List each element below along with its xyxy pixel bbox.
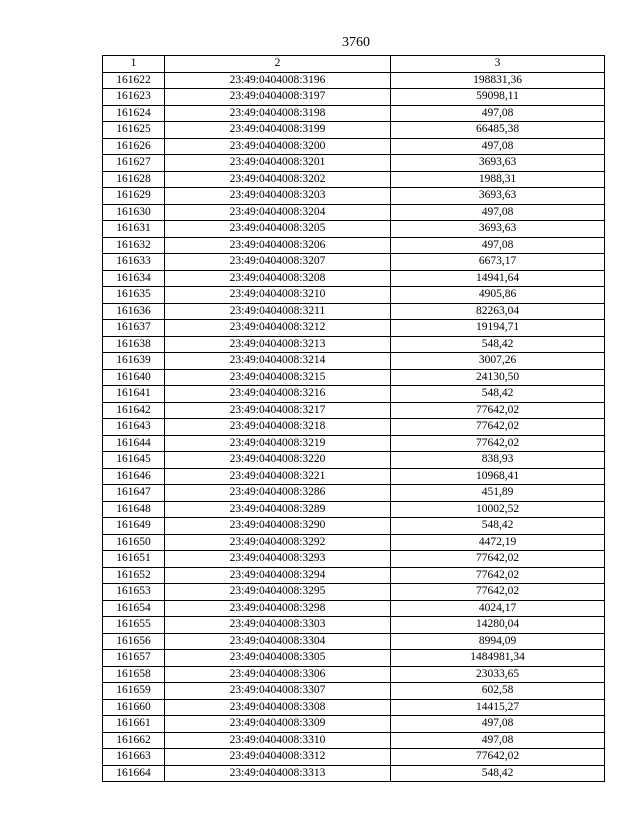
- cadastral-number-cell: 23:49:0404008:3206: [165, 237, 391, 254]
- table-row: [103, 468, 605, 485]
- table-row: [103, 518, 605, 535]
- table-row: [103, 650, 605, 667]
- row-number-cell: 161640: [103, 369, 165, 386]
- row-number-cell: 161623: [103, 89, 165, 106]
- value-cell: 10968,41: [391, 468, 605, 485]
- table-row: [103, 89, 605, 106]
- table-row: [103, 303, 605, 320]
- cadastral-number-cell: 23:49:0404008:3221: [165, 468, 391, 485]
- table-row: [103, 320, 605, 337]
- cadastral-number-cell: 23:49:0404008:3218: [165, 419, 391, 436]
- cadastral-number-cell: 23:49:0404008:3208: [165, 270, 391, 287]
- row-number-cell: 161625: [103, 122, 165, 139]
- value-cell: 602,58: [391, 683, 605, 700]
- table-row: [103, 567, 605, 584]
- value-cell: 14941,64: [391, 270, 605, 287]
- table-row: [103, 237, 605, 254]
- value-cell: 497,08: [391, 138, 605, 155]
- cadastral-number-cell: 23:49:0404008:3308: [165, 699, 391, 716]
- table-header-row: [103, 56, 605, 73]
- table-row: [103, 699, 605, 716]
- column-header: 1: [103, 56, 165, 73]
- table-row: [103, 584, 605, 601]
- value-cell: 548,42: [391, 765, 605, 782]
- table-row: [103, 716, 605, 733]
- table-row: [103, 617, 605, 634]
- cadastral-number-cell: 23:49:0404008:3294: [165, 567, 391, 584]
- table-row: [103, 72, 605, 89]
- cadastral-number-cell: 23:49:0404008:3298: [165, 600, 391, 617]
- row-number-cell: 161644: [103, 435, 165, 452]
- row-number-cell: 161634: [103, 270, 165, 287]
- row-number-cell: 161642: [103, 402, 165, 419]
- row-number-cell: 161652: [103, 567, 165, 584]
- table-row: [103, 369, 605, 386]
- row-number-cell: 161656: [103, 633, 165, 650]
- row-number-cell: 161664: [103, 765, 165, 782]
- row-number-cell: 161635: [103, 287, 165, 304]
- value-cell: 6673,17: [391, 254, 605, 271]
- row-number-cell: 161627: [103, 155, 165, 172]
- value-cell: 548,42: [391, 336, 605, 353]
- table-row: [103, 336, 605, 353]
- data-table: [102, 55, 605, 782]
- value-cell: 77642,02: [391, 584, 605, 601]
- row-number-cell: 161657: [103, 650, 165, 667]
- table-row: [103, 155, 605, 172]
- column-header: 2: [165, 56, 391, 73]
- cadastral-number-cell: 23:49:0404008:3197: [165, 89, 391, 106]
- value-cell: 8994,09: [391, 633, 605, 650]
- value-cell: 1484981,34: [391, 650, 605, 667]
- value-cell: 497,08: [391, 237, 605, 254]
- row-number-cell: 161641: [103, 386, 165, 403]
- cadastral-number-cell: 23:49:0404008:3292: [165, 534, 391, 551]
- row-number-cell: 161628: [103, 171, 165, 188]
- value-cell: 19194,71: [391, 320, 605, 337]
- table-row: [103, 221, 605, 238]
- value-cell: 3693,63: [391, 221, 605, 238]
- cadastral-number-cell: 23:49:0404008:3217: [165, 402, 391, 419]
- table-row: [103, 204, 605, 221]
- table-row: [103, 501, 605, 518]
- cadastral-number-cell: 23:49:0404008:3210: [165, 287, 391, 304]
- row-number-cell: 161624: [103, 105, 165, 122]
- cadastral-number-cell: 23:49:0404008:3305: [165, 650, 391, 667]
- row-number-cell: 161661: [103, 716, 165, 733]
- value-cell: 82263,04: [391, 303, 605, 320]
- cadastral-number-cell: 23:49:0404008:3203: [165, 188, 391, 205]
- table-row: [103, 287, 605, 304]
- value-cell: 77642,02: [391, 551, 605, 568]
- cadastral-number-cell: 23:49:0404008:3215: [165, 369, 391, 386]
- table-row: [103, 749, 605, 766]
- row-number-cell: 161653: [103, 584, 165, 601]
- table-row: [103, 188, 605, 205]
- page-number: 3760: [342, 35, 370, 50]
- table-row: [103, 534, 605, 551]
- table-row: [103, 633, 605, 650]
- table-row: [103, 765, 605, 782]
- table-row: [103, 353, 605, 370]
- cadastral-number-cell: 23:49:0404008:3202: [165, 171, 391, 188]
- row-number-cell: 161637: [103, 320, 165, 337]
- cadastral-number-cell: 23:49:0404008:3304: [165, 633, 391, 650]
- cadastral-number-cell: 23:49:0404008:3198: [165, 105, 391, 122]
- value-cell: 4905,86: [391, 287, 605, 304]
- value-cell: 4472,19: [391, 534, 605, 551]
- table-row: [103, 122, 605, 139]
- cadastral-number-cell: 23:49:0404008:3307: [165, 683, 391, 700]
- cadastral-number-cell: 23:49:0404008:3196: [165, 72, 391, 89]
- table-row: [103, 254, 605, 271]
- cadastral-number-cell: 23:49:0404008:3205: [165, 221, 391, 238]
- cadastral-number-cell: 23:49:0404008:3207: [165, 254, 391, 271]
- row-number-cell: 161654: [103, 600, 165, 617]
- table-row: [103, 435, 605, 452]
- value-cell: 838,93: [391, 452, 605, 469]
- cadastral-number-cell: 23:49:0404008:3306: [165, 666, 391, 683]
- value-cell: 198831,36: [391, 72, 605, 89]
- row-number-cell: 161643: [103, 419, 165, 436]
- value-cell: 497,08: [391, 204, 605, 221]
- row-number-cell: 161645: [103, 452, 165, 469]
- table-row: [103, 732, 605, 749]
- column-header: 3: [391, 56, 605, 73]
- cadastral-number-cell: 23:49:0404008:3211: [165, 303, 391, 320]
- table-row: [103, 402, 605, 419]
- table-row: [103, 270, 605, 287]
- row-number-cell: 161650: [103, 534, 165, 551]
- cadastral-number-cell: 23:49:0404008:3310: [165, 732, 391, 749]
- table-row: [103, 485, 605, 502]
- row-number-cell: 161629: [103, 188, 165, 205]
- value-cell: 548,42: [391, 386, 605, 403]
- value-cell: 3007,26: [391, 353, 605, 370]
- cadastral-number-cell: 23:49:0404008:3313: [165, 765, 391, 782]
- row-number-cell: 161622: [103, 72, 165, 89]
- row-number-cell: 161639: [103, 353, 165, 370]
- cadastral-number-cell: 23:49:0404008:3204: [165, 204, 391, 221]
- value-cell: 59098,11: [391, 89, 605, 106]
- value-cell: 77642,02: [391, 402, 605, 419]
- value-cell: 3693,63: [391, 155, 605, 172]
- row-number-cell: 161631: [103, 221, 165, 238]
- cadastral-number-cell: 23:49:0404008:3303: [165, 617, 391, 634]
- value-cell: 66485,38: [391, 122, 605, 139]
- row-number-cell: 161649: [103, 518, 165, 535]
- value-cell: 497,08: [391, 716, 605, 733]
- cadastral-number-cell: 23:49:0404008:3214: [165, 353, 391, 370]
- value-cell: 3693,63: [391, 188, 605, 205]
- cadastral-number-cell: 23:49:0404008:3201: [165, 155, 391, 172]
- row-number-cell: 161651: [103, 551, 165, 568]
- value-cell: 548,42: [391, 518, 605, 535]
- value-cell: 24130,50: [391, 369, 605, 386]
- row-number-cell: 161630: [103, 204, 165, 221]
- row-number-cell: 161663: [103, 749, 165, 766]
- table-row: [103, 105, 605, 122]
- row-number-cell: 161658: [103, 666, 165, 683]
- value-cell: 77642,02: [391, 435, 605, 452]
- value-cell: 77642,02: [391, 567, 605, 584]
- table-row: [103, 683, 605, 700]
- value-cell: 23033,65: [391, 666, 605, 683]
- row-number-cell: 161638: [103, 336, 165, 353]
- cadastral-number-cell: 23:49:0404008:3220: [165, 452, 391, 469]
- value-cell: 497,08: [391, 732, 605, 749]
- value-cell: 14280,04: [391, 617, 605, 634]
- table-row: [103, 452, 605, 469]
- row-number-cell: 161660: [103, 699, 165, 716]
- cadastral-number-cell: 23:49:0404008:3309: [165, 716, 391, 733]
- value-cell: 14415,27: [391, 699, 605, 716]
- value-cell: 10002,52: [391, 501, 605, 518]
- cadastral-number-cell: 23:49:0404008:3216: [165, 386, 391, 403]
- table-row: [103, 138, 605, 155]
- cadastral-number-cell: 23:49:0404008:3199: [165, 122, 391, 139]
- cadastral-number-cell: 23:49:0404008:3312: [165, 749, 391, 766]
- value-cell: 77642,02: [391, 749, 605, 766]
- table-row: [103, 600, 605, 617]
- row-number-cell: 161626: [103, 138, 165, 155]
- cadastral-number-cell: 23:49:0404008:3286: [165, 485, 391, 502]
- cadastral-number-cell: 23:49:0404008:3290: [165, 518, 391, 535]
- cadastral-number-cell: 23:49:0404008:3219: [165, 435, 391, 452]
- row-number-cell: 161646: [103, 468, 165, 485]
- row-number-cell: 161647: [103, 485, 165, 502]
- row-number-cell: 161636: [103, 303, 165, 320]
- value-cell: 4024,17: [391, 600, 605, 617]
- table-row: [103, 171, 605, 188]
- value-cell: 1988,31: [391, 171, 605, 188]
- value-cell: 497,08: [391, 105, 605, 122]
- cadastral-number-cell: 23:49:0404008:3295: [165, 584, 391, 601]
- value-cell: 451,89: [391, 485, 605, 502]
- row-number-cell: 161632: [103, 237, 165, 254]
- row-number-cell: 161659: [103, 683, 165, 700]
- table-row: [103, 666, 605, 683]
- cadastral-number-cell: 23:49:0404008:3212: [165, 320, 391, 337]
- table-row: [103, 551, 605, 568]
- row-number-cell: 161633: [103, 254, 165, 271]
- table-row: [103, 386, 605, 403]
- row-number-cell: 161655: [103, 617, 165, 634]
- value-cell: 77642,02: [391, 419, 605, 436]
- table-body: [103, 72, 605, 782]
- cadastral-number-cell: 23:49:0404008:3289: [165, 501, 391, 518]
- cadastral-number-cell: 23:49:0404008:3293: [165, 551, 391, 568]
- row-number-cell: 161648: [103, 501, 165, 518]
- row-number-cell: 161662: [103, 732, 165, 749]
- cadastral-number-cell: 23:49:0404008:3213: [165, 336, 391, 353]
- cadastral-number-cell: 23:49:0404008:3200: [165, 138, 391, 155]
- table-row: [103, 419, 605, 436]
